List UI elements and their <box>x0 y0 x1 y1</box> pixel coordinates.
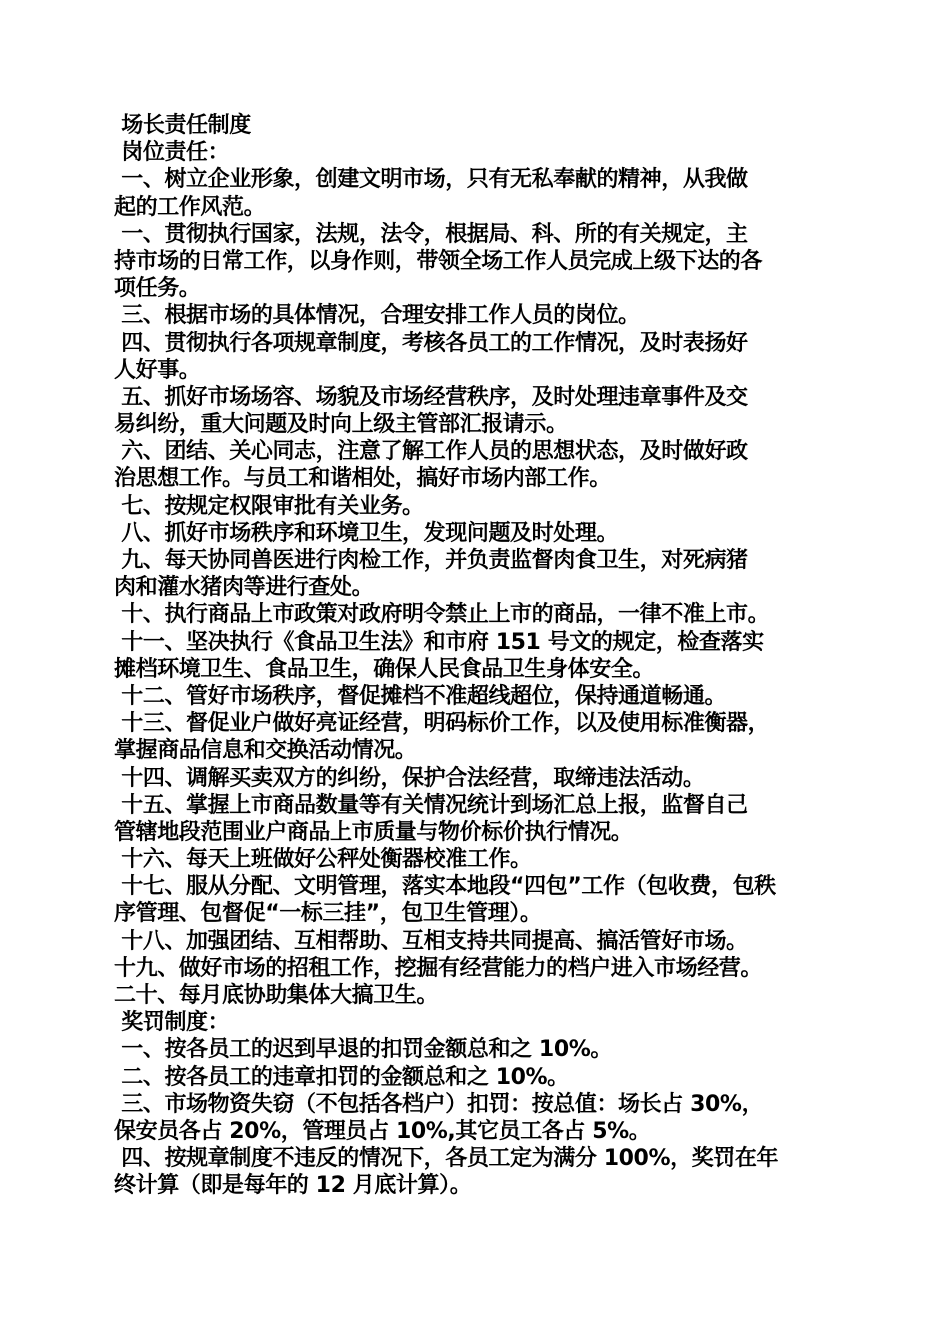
text-line: 四、按规章制度不违反的情况下，各员工定为满分 100%，奖罚在年 <box>114 1146 779 1172</box>
text-line: 十七、服从分配、文明管理，落实本地段“四包”工作（包收费，包秩 <box>114 874 776 900</box>
text-line: 十二、管好市场秩序，督促摊档不准超线超位，保持通道畅通。 <box>114 683 727 709</box>
section-heading-duties: 岗位责任： <box>114 140 230 166</box>
text-line: 起的工作风范。 <box>114 194 266 220</box>
text-line: 十四、调解买卖双方的纠纷，保护合法经营，取缔违法活动。 <box>114 765 705 791</box>
text-line: 十三、督促业户做好亮证经营，明码标价工作，以及使用标准衡器， <box>114 711 770 737</box>
text-line: 一、贯彻执行国家，法规，法令，根据局、科、所的有关规定，主 <box>114 221 748 247</box>
text-line: 五、抓好市场场容、场貌及市场经营秩序，及时处理违章事件及交 <box>114 384 748 410</box>
document-page <box>114 112 836 1200</box>
text-line: 二十、每月底协助集体大搞卫生。 <box>114 983 439 1008</box>
text-line: 保安员各占 20%，管理员占 10%,其它员工各占 5%。 <box>114 1118 651 1144</box>
text-line: 摊档环境卫生、食品卫生，确保人民食品卫生身体安全。 <box>114 656 655 682</box>
text-line: 八、抓好市场秩序和环境卫生，发现问题及时处理。 <box>114 520 619 546</box>
text-line: 六、团结、关心同志，注意了解工作人员的思想状态，及时做好政 <box>114 439 748 465</box>
text-line: 易纠纷，重大问题及时向上级主管部汇报请示。 <box>114 412 568 438</box>
text-line: 十一、坚决执行《食品卫生法》和市府 151 号文的规定，检查落实 <box>114 629 764 655</box>
text-line: 肉和灌水猪肉等进行查处。 <box>114 575 374 601</box>
text-line: 二、按各员工的违章扣罚的金额总和之 10%。 <box>114 1064 569 1090</box>
text-line: 十九、做好市场的招租工作，挖掘有经营能力的档户进入市场经营。 <box>114 955 763 981</box>
text-line: 三、市场物资失窃（不包括各档户）扣罚：按总值：场长占 30%， <box>114 1091 764 1117</box>
text-line: 掌握商品信息和交换活动情况。 <box>114 738 417 764</box>
text-line: 十、执行商品上市政策对政府明令禁止上市的商品，一律不准上市。 <box>114 602 770 628</box>
text-line: 人好事。 <box>114 357 201 383</box>
text-line: 持市场的日常工作，以身作则，带领全场工作人员完成上级下达的各 <box>114 248 763 274</box>
text-line: 九、每天协同兽医进行肉检工作，并负责监督肉食卫生，对死病猪 <box>114 548 748 573</box>
text-line: 项任务。 <box>114 276 201 302</box>
text-line: 管辖地段范围业户商品上市质量与物价标价执行情况。 <box>114 819 633 845</box>
text-line: 治思想工作。与员工和谐相处，搞好市场内部工作。 <box>114 466 611 492</box>
text-line: 三、根据市场的具体情况，合理安排工作人员的岗位。 <box>114 303 640 329</box>
text-line: 序管理、包督促“一标三挂”，包卫生管理）。 <box>114 901 542 927</box>
text-line: 四、贯彻执行各项规章制度，考核各员工的工作情况，及时表扬好 <box>114 330 748 356</box>
section-heading-rewards: 奖罚制度： <box>114 1010 230 1036</box>
text-line: 十八、加强团结、互相帮助、互相支持共同提高、搞活管好市场。 <box>114 928 748 954</box>
text-line: 一、按各员工的迟到早退的扣罚金额总和之 10%。 <box>114 1037 612 1063</box>
document-title: 场长责任制度 <box>114 113 251 138</box>
text-line: 一、树立企业形象，创建文明市场，只有无私奉献的精神，从我做 <box>114 167 748 193</box>
text-line: 终计算（即是每年的 12 月底计算）。 <box>114 1173 472 1199</box>
text-line: 十五、掌握上市商品数量等有关情况统计到场汇总上报，监督自己 <box>114 792 748 818</box>
text-line: 十六、每天上班做好公秤处衡器校准工作。 <box>114 847 532 873</box>
text-line: 七、按规定权限审批有关业务。 <box>114 493 424 519</box>
